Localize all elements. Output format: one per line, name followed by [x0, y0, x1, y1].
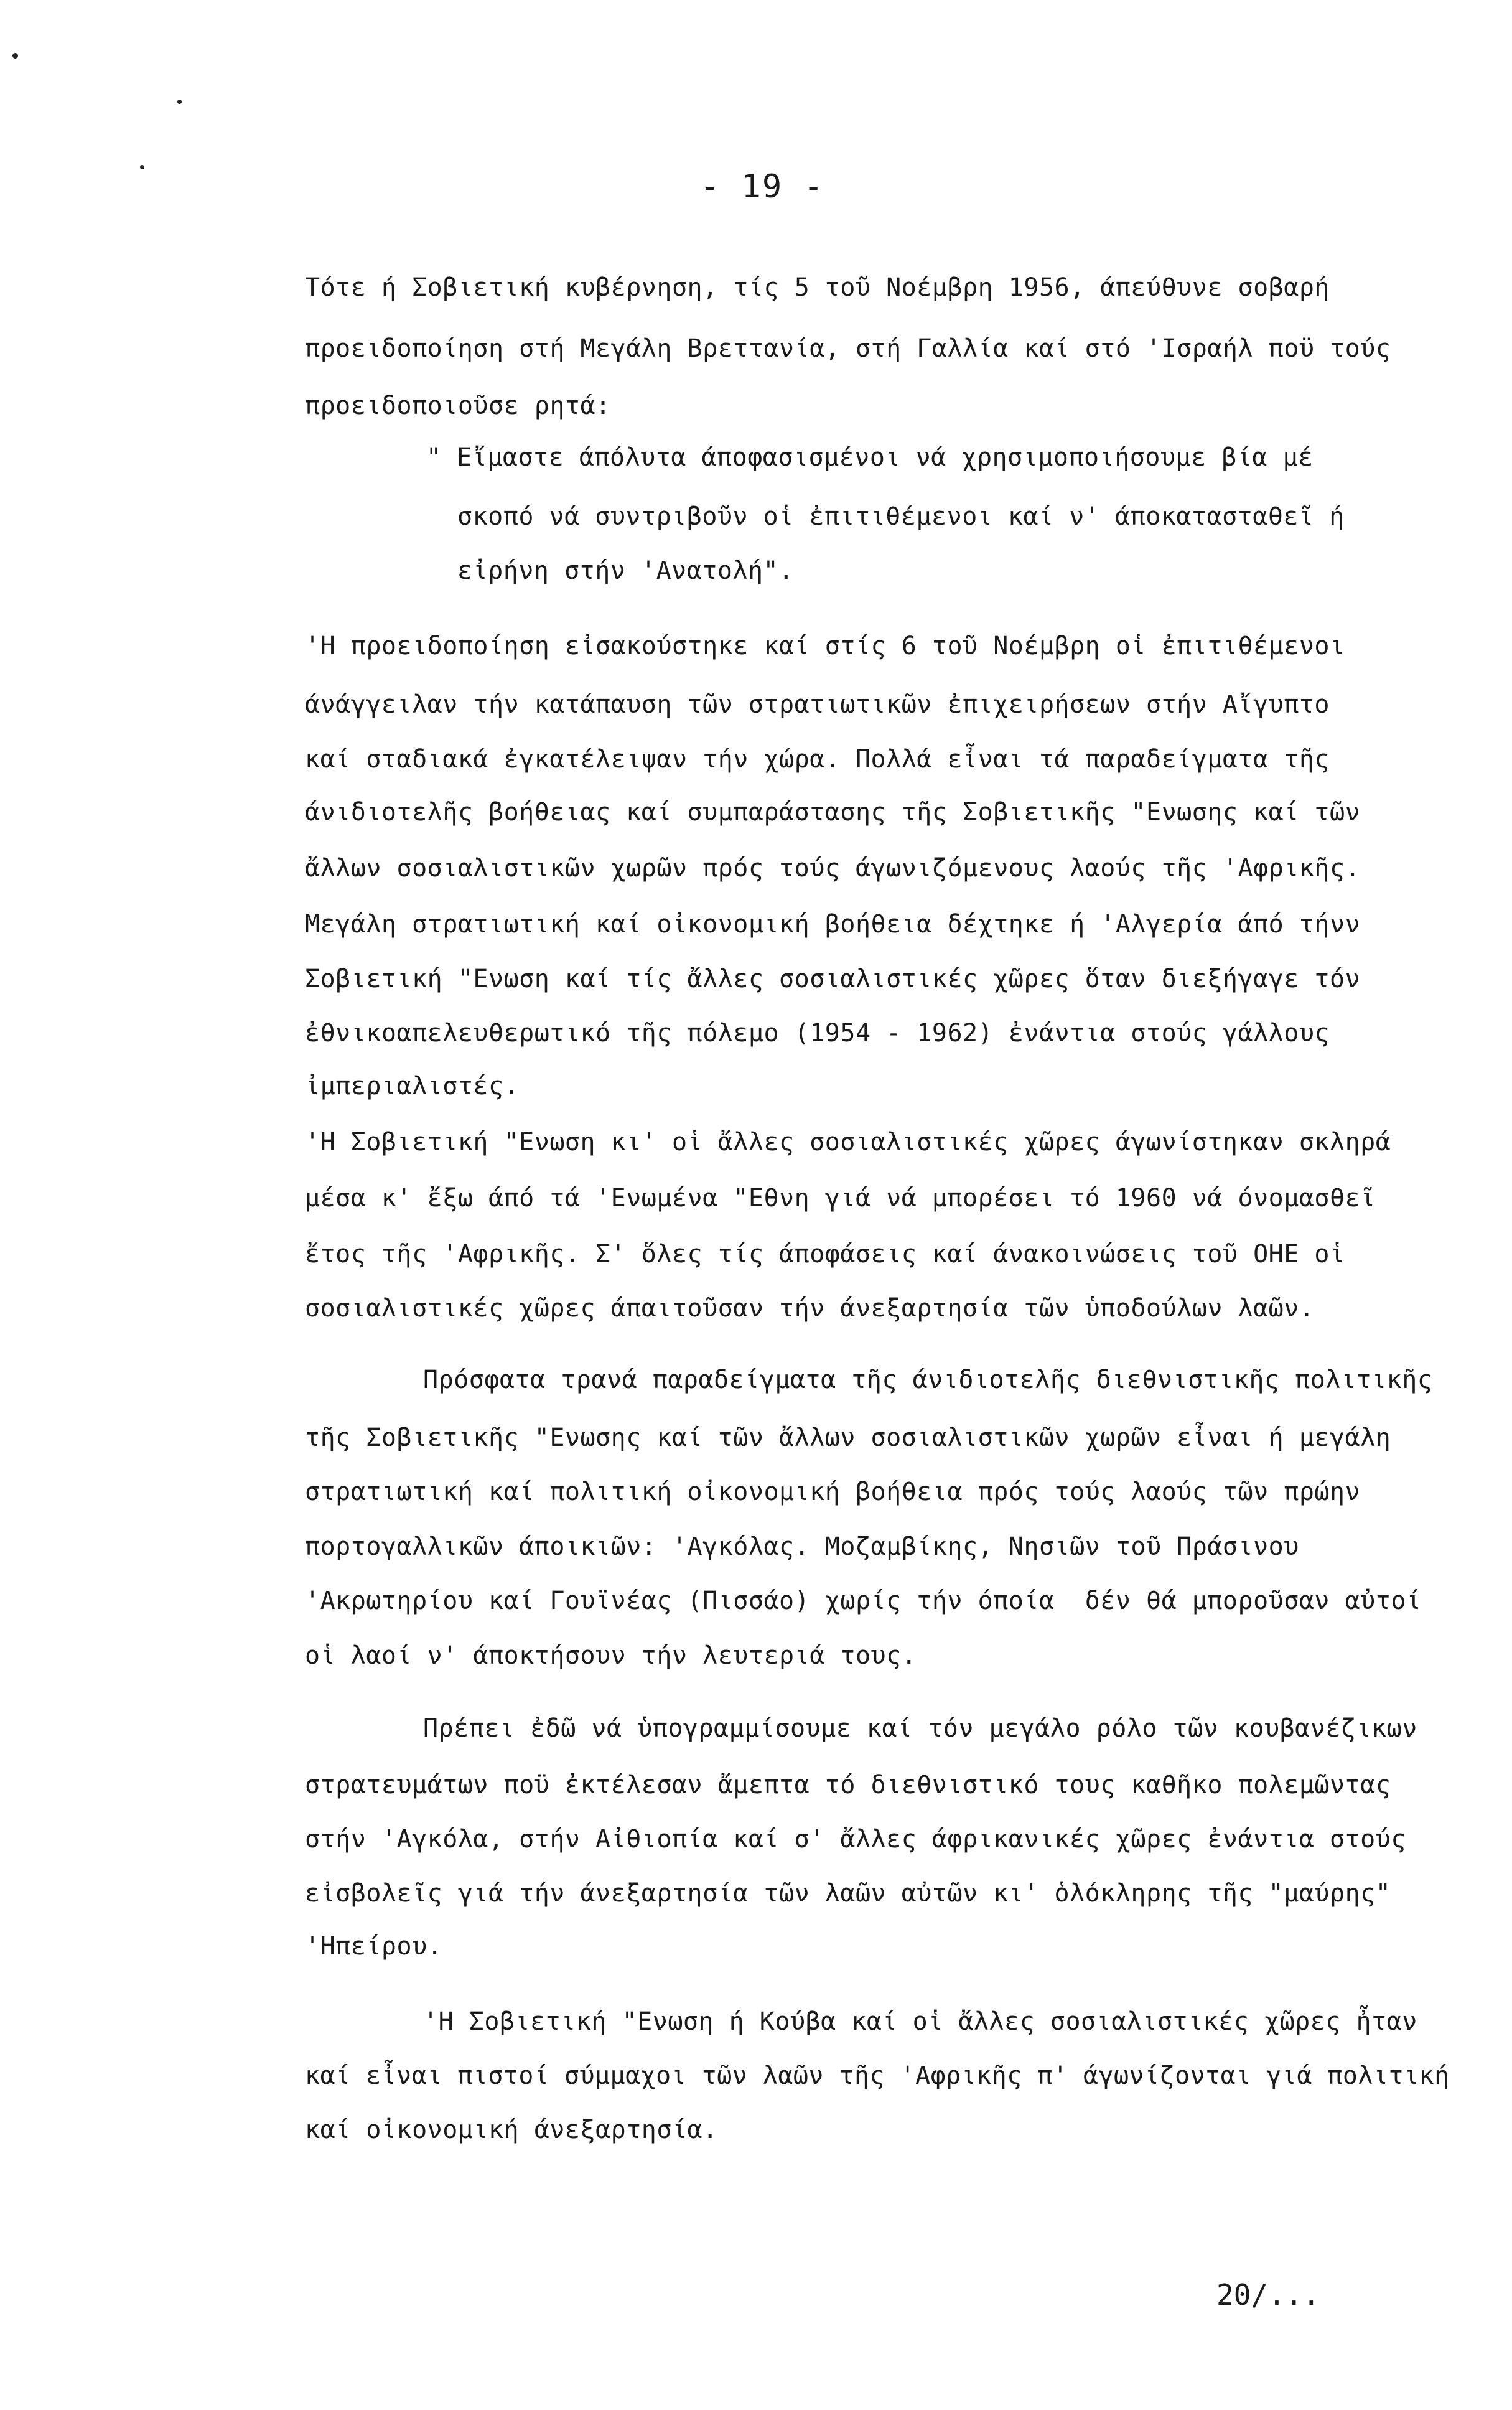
text-line: Τότε ή Σοβιετική κυβέρνηση, τίς 5 τοῦ Νοέμβρη 1956, άπεύθυνε σοβαρή — [305, 273, 1330, 302]
text-line: καί σταδιακά ἐγκατέλειψαν τήν χώρα. Πολλά εἶναι τά παραδείγματα τῆς — [305, 745, 1330, 774]
text-line: στρατιωτική καί πολιτική οἰκονομική βοήθεια πρός τούς λαούς τῶν πρώην — [305, 1478, 1361, 1506]
quote-line: " Εἴμαστε άπόλυτα άποφασισμένοι νά χρησιμοποιήσουμε βία μέ — [426, 443, 1314, 472]
text-line: άνάγγειλαν τήν κατάπαυση τῶν στρατιωτικῶν ἐπιχειρήσεων στήν Αἴγυπτο — [305, 690, 1330, 719]
text-line: ἐθνικοαπελευθερωτικό τῆς πόλεμο (1954 - 1962) ἐνάντια στούς γάλλους — [305, 1019, 1330, 1048]
text-line: 'Ακρωτηρίου καί Γουϊνέας (Πισσάο) χωρίς τήν όποία δέν θά μποροῦσαν αὐτοί — [305, 1587, 1422, 1615]
text-line: τῆς Σοβιετικῆς "Ενωσης καί τῶν ἄλλων σοσιαλιστικῶν χωρῶν εἶναι ή μεγάλη — [305, 1423, 1391, 1452]
text-line: οἱ λαοί ν' άποκτήσουν τήν λευτεριά τους. — [305, 1641, 917, 1670]
text-line: ἄλλων σοσιαλιστικῶν χωρῶν πρός τούς άγωνιζόμενους λαούς τῆς 'Αφρικῆς. — [305, 854, 1361, 883]
continuation-marker: 20/... — [1216, 2278, 1320, 2312]
text-line: Σοβιετική "Ενωση καί τίς ἄλλες σοσιαλιστικές χῶρες ὅταν διεξήγαγε τόν — [305, 965, 1361, 993]
text-line: καί εἶναι πιστοί σύμμαχοι τῶν λαῶν τῆς 'Αφρικῆς π' άγωνίζονται γιά πολιτική — [305, 2061, 1450, 2090]
scan-speck-3 — [140, 165, 144, 169]
page-number: - 19 - — [700, 168, 824, 205]
text-line: ἔτος τῆς 'Αφρικῆς. Σ' ὅλες τίς άποφάσεις καί άνακοινώσεις τοῦ ΟΗΕ οἱ — [305, 1240, 1345, 1268]
text-line: καί οἰκονομική άνεξαρτησία. — [305, 2116, 718, 2144]
scan-speck-2 — [177, 100, 182, 104]
text-line: στρατευμάτων ποϋ ἐκτέλεσαν ἄμεπτα τό διεθνιστικό τους καθῆκο πολεμῶντας — [305, 1771, 1391, 1799]
text-line: 'Η προειδοποίηση εἰσακούστηκε καί στίς 6 τοῦ Νοέμβρη οἱ ἐπιτιθέμενοι — [305, 632, 1345, 660]
text-line: Πρέπει ἐδῶ νά ὑπογραμμίσουμε καί τόν μεγάλο ρόλο τῶν κουβανέζικων — [423, 1714, 1417, 1743]
text-line: 'Ηπείρου. — [305, 1932, 443, 1961]
quote-line: σκοπό νά συντριβοῦν οἱ ἐπιτιθέμενοι καί ν' άποκατασταθεῖ ή — [457, 502, 1345, 531]
text-line: ἰμπεριαλιστές. — [305, 1072, 520, 1100]
text-line: 'Η Σοβιετική "Ενωση κι' οἱ ἄλλες σοσιαλιστικές χῶρες άγωνίστηκαν σκληρά — [305, 1128, 1391, 1156]
text-line: άνιδιοτελῆς βοήθειας καί συμπαράστασης τῆς Σοβιετικῆς "Ενωσης καί τῶν — [305, 798, 1361, 827]
text-line: σοσιαλιστικές χῶρες άπαιτοῦσαν τήν άνεξαρτησία τῶν ὑποδούλων λαῶν. — [305, 1294, 1315, 1323]
text-line: 'Η Σοβιετική "Ενωση ή Κούβα καί οἱ ἄλλες σοσιαλιστικές χῶρες ἦταν — [423, 2007, 1417, 2036]
text-line: εἰσβολεῖς γιά τήν άνεξαρτησία τῶν λαῶν αὐτῶν κι' ὁλόκληρης τῆς "μαύρης" — [305, 1879, 1391, 1908]
text-line: Μεγάλη στρατιωτική καί οἰκονομική βοήθεια δέχτηκε ή 'Αλγερία άπό τήνν — [305, 910, 1361, 939]
text-line: πορτογαλλικῶν άποικιῶν: 'Αγκόλας. Μοζαμβίκης, Νησιῶν τοῦ Πράσινου — [305, 1532, 1299, 1561]
text-line: μέσα κ' ἔξω άπό τά 'Ενωμένα "Εθνη γιά νά μπορέσει τό 1960 νά όνομασθεῖ — [305, 1184, 1376, 1212]
text-line: Πρόσφατα τρανά παραδείγματα τῆς άνιδιοτελῆς διεθνιστικῆς πολιτικῆς — [423, 1366, 1433, 1394]
scan-speck-1 — [12, 53, 18, 59]
text-line: στήν 'Αγκόλα, στήν Αἰθιοπία καί σ' ἄλλες άφρικανικές χῶρες ἐνάντια στούς — [305, 1825, 1406, 1854]
quote-line: εἰρήνη στήν 'Ανατολή". — [457, 556, 794, 585]
text-line: προειδοποιοῦσε ρητά: — [305, 392, 611, 420]
text-line: προειδοποίηση στή Μεγάλη Βρεττανία, στή Γαλλία καί στό 'Ισραήλ ποϋ τούς — [305, 334, 1391, 363]
